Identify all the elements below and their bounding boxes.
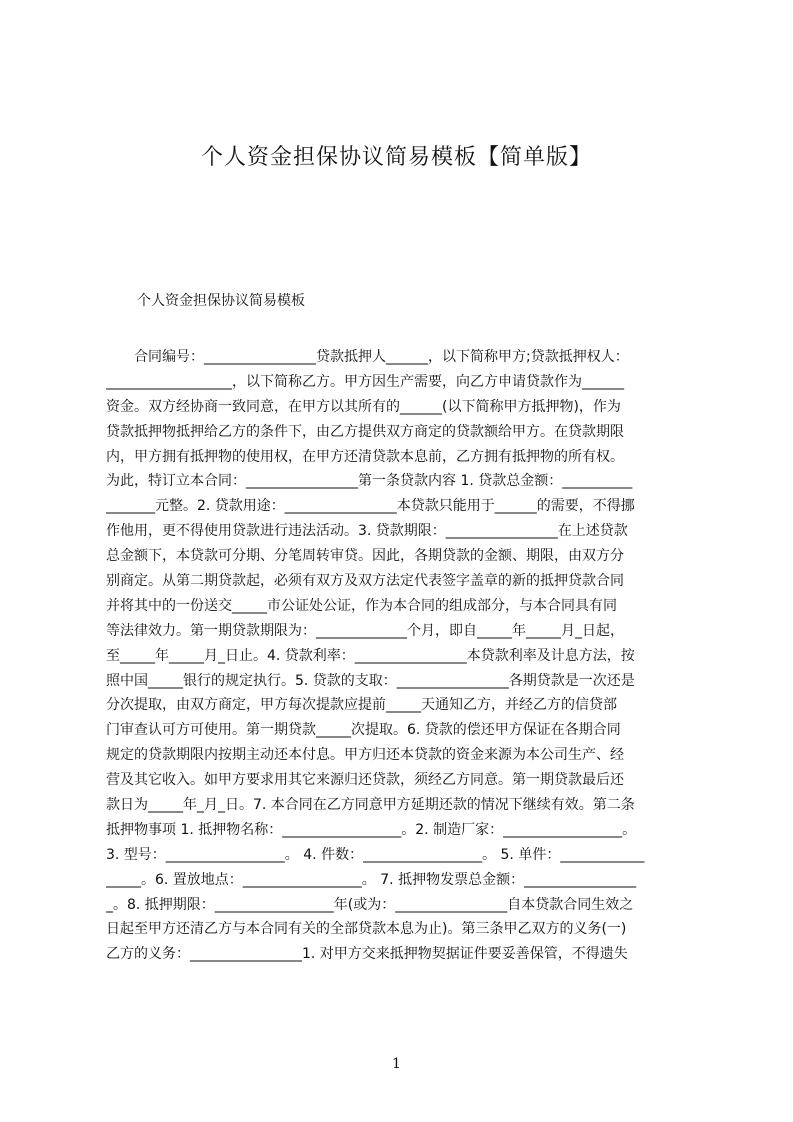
body-line: 日起至甲方还清乙方与本合同有关的全部贷款本息为止)。第三条甲乙双方的义务(一)	[106, 921, 627, 938]
body-line: 别商定。从第二期贷款起，必须有双方及双方法定代表签字盖章的新的抵押贷款合同	[106, 573, 624, 590]
body-line: __________________，以下简称乙方。甲方因生产需要，向乙方申请贷款作为______	[106, 373, 624, 390]
body-line: 总金额下，本贷款可分期、分笔周转审贷。因此，各期贷款的金额、期限，由双方分	[106, 548, 624, 565]
body-line: 等法律效力。第一期贷款期限为：_____________个月，即自_____年_____月_日起，	[106, 622, 624, 639]
body-line: 规定的贷款期限内按期主动还本付息。甲方归还本贷款的资金来源为本公司生产、经	[106, 747, 624, 764]
body-line: 贷款抵押物抵押给乙方的条件下，由乙方提供双方商定的贷款额给甲方。在贷款期限	[106, 423, 624, 440]
body-line: 并将其中的一份送交_____市公证处公证，作为本合同的组成部分，与本合同具有同	[106, 597, 617, 614]
page-number: 1	[392, 1056, 401, 1072]
body-line: 3. 型号：_________________。 4. 件数：_________________。 5. 单件：____________	[106, 846, 645, 863]
body-line: 分次提取，由双方商定，甲方每次提款应提前_____天通知乙方，并经乙方的信贷部	[106, 697, 617, 714]
body-line: 照中国_____银行的规定执行。5. 贷款的支取：________________各期贷款是一次还是	[106, 672, 635, 689]
body-line: 乙方的义务：________________1. 对甲方交来抵押物契据证件要妥善保管，不得遗失	[106, 946, 628, 963]
body-line: 为此，特订立本合同：________________第一条贷款内容 1. 贷款总金额：__________	[106, 473, 633, 490]
body-line: 作他用，更不得使用贷款进行违法活动。3. 贷款期限：________________在上述贷款	[106, 523, 628, 540]
body-line: 款日为_____年_月_日。7. 本合同在乙方同意甲方延期还款的情况下继续有效。第二条	[106, 797, 635, 814]
body-line: 资金。双方经协商一致同意，在甲方以其所有的______(以下简称甲方抵押物)，作为	[106, 398, 621, 415]
body-line: _____。6. 置放地点：_________________。 7. 抵押物发票总金额：________________	[106, 871, 637, 888]
body-line: 抵押物事项 1. 抵押物名称：_________________。2. 制造厂家：_________________。	[106, 821, 637, 838]
body-line: 合同编号：________________贷款抵押人______，以下简称甲方;贷款抵押权人：	[106, 349, 629, 365]
body-line: 门审查认可方可使用。第一期贷款_____次提取。6. 贷款的偿还甲方保证在各期合同	[106, 722, 621, 739]
body-line: _______元整。2. 贷款用途：________________本贷款只能用于______的需要，不得挪	[106, 498, 635, 515]
body-line: 至_____年_____月_日止。4. 贷款利率：________________本贷款利率及计息方法，按	[106, 647, 635, 664]
document-subtitle: 个人资金担保协议简易模板	[137, 293, 305, 309]
body-line: _。8. 抵押期限：_________________年(或为：________________自本贷款合同生效之	[106, 896, 634, 913]
body-line: 营及其它收入。如甲方要求用其它来源归还贷款，须经乙方同意。第一期贷款最后还	[106, 772, 624, 789]
document-title: 个人资金担保协议简易模板【简单版】	[200, 145, 592, 170]
body-line: 内，甲方拥有抵押物的使用权，在甲方还清贷款本息前，乙方拥有抵押物的所有权。	[106, 448, 624, 465]
contract-body	[106, 345, 698, 967]
